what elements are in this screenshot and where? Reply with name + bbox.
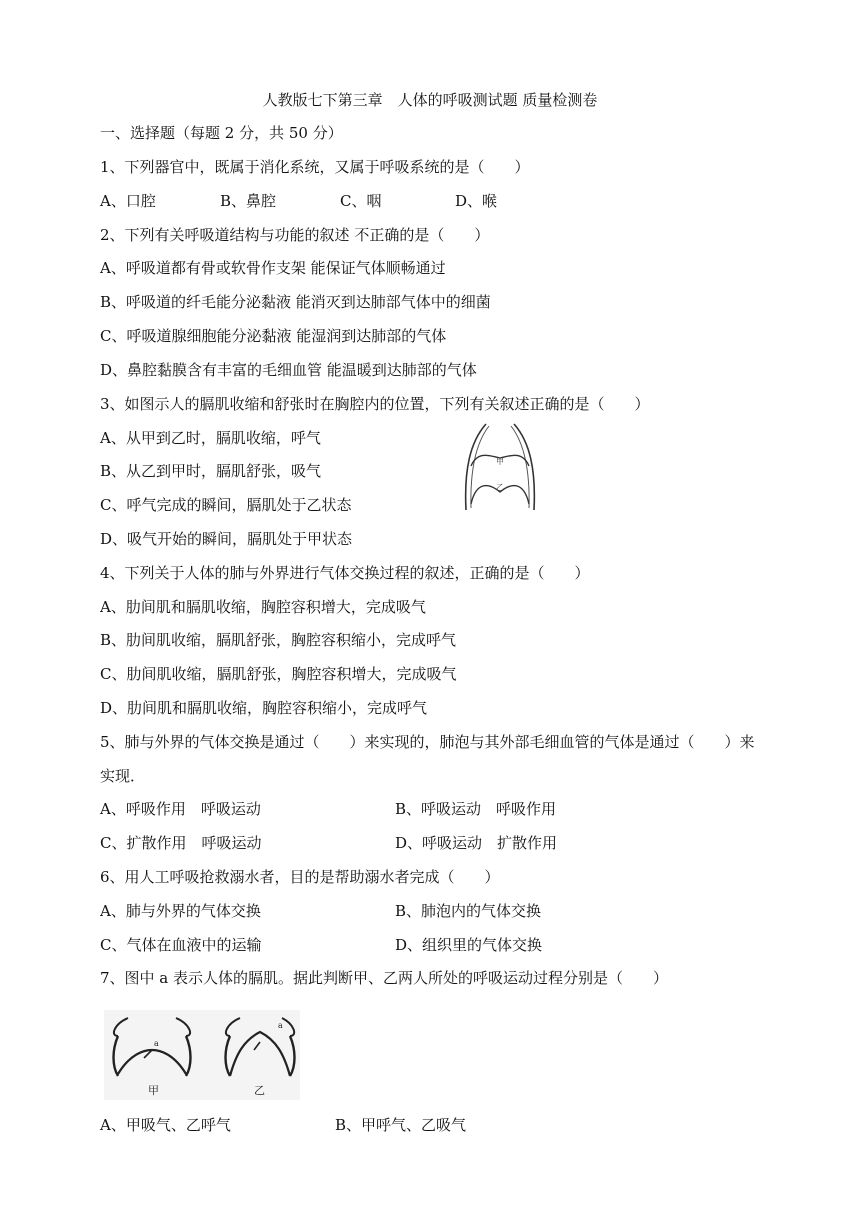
question-2-stem: 2、下列有关呼吸道结构与功能的叙述 不正确的是（ ） <box>100 226 490 244</box>
q3-option-a: A、从甲到乙时，膈肌收缩，呼气 <box>100 429 321 447</box>
q7-option-b: B、甲呼气、乙吸气 <box>335 1116 467 1134</box>
page-title: 人教版七下第三章 人体的呼吸测试题 质量检测卷 <box>262 91 598 109</box>
q5-option-c: C、扩散作用 呼吸运动 <box>100 834 262 852</box>
q7-label-yi: 乙 <box>254 1084 265 1097</box>
q1-option-c: C、咽 <box>340 192 382 210</box>
q2-option-c: C、呼吸道腺细胞能分泌黏液 能湿润到达肺部的气体 <box>100 327 447 345</box>
q4-option-d: D、肋间肌和膈肌收缩，胸腔容积缩小，完成呼气 <box>100 699 428 717</box>
q6-option-b: B、肺泡内的气体交换 <box>395 902 542 920</box>
diaphragm-figure-q3 <box>458 420 542 516</box>
q2-option-a: A、呼吸道都有骨或软骨作支架 能保证气体顺畅通过 <box>100 259 446 277</box>
q6-option-a: A、肺与外界的气体交换 <box>100 902 261 920</box>
question-5-stem-continued: 实现． <box>100 767 146 785</box>
q4-option-b: B、肋间肌收缩，膈肌舒张，胸腔容积缩小，完成呼气 <box>100 631 457 649</box>
q1-option-b: B、鼻腔 <box>220 192 277 210</box>
q4-option-c: C、肋间肌收缩，膈肌舒张，胸腔容积增大，完成吸气 <box>100 665 457 683</box>
q7-label-a-1: a <box>154 1039 159 1048</box>
q2-option-b: B、呼吸道的纤毛能分泌黏液 能消灭到达肺部气体中的细菌 <box>100 293 491 311</box>
q5-option-b: B、呼吸运动 呼吸作用 <box>395 800 557 818</box>
q7-option-a: A、甲吸气、乙呼气 <box>100 1116 231 1134</box>
section-heading: 一、选择题（每题 2 分，共 50 分） <box>100 124 343 142</box>
q3-option-c: C、呼气完成的瞬间，膈肌处于乙状态 <box>100 496 352 514</box>
label-jia: 甲 <box>496 457 504 466</box>
q3-option-b: B、从乙到甲时，膈肌舒张，吸气 <box>100 462 322 480</box>
question-6-stem: 6、用人工呼吸抢救溺水者，目的是帮助溺水者完成（ ） <box>100 868 500 886</box>
q2-option-d: D、鼻腔黏膜含有丰富的毛细血管 能温暖到达肺部的气体 <box>100 361 477 379</box>
q5-option-d: D、呼吸运动 扩散作用 <box>395 834 558 852</box>
diaphragm-figure-q7 <box>104 1010 300 1100</box>
q3-option-d: D、吸气开始的瞬间，膈肌处于甲状态 <box>100 530 353 548</box>
q7-label-jia: 甲 <box>148 1084 159 1097</box>
question-1-stem: 1、下列器官中，既属于消化系统，又属于呼吸系统的是（ ） <box>100 158 530 176</box>
question-7-stem: 7、图中 a 表示人体的膈肌。据此判断甲、乙两人所处的呼吸运动过程分别是（ ） <box>100 969 669 987</box>
question-3-stem: 3、如图示人的膈肌收缩和舒张时在胸腔内的位置，下列有关叙述正确的是（ ） <box>100 395 650 413</box>
q4-option-a: A、肋间肌和膈肌收缩，胸腔容积增大，完成吸气 <box>100 598 426 616</box>
label-yi: 乙 <box>496 483 504 492</box>
q1-option-a: A、口腔 <box>100 192 156 210</box>
question-5-stem: 5、肺与外界的气体交换是通过（ ）来实现的，肺泡与其外部毛细血管的气体是通过（ ）来 <box>100 733 755 751</box>
q6-option-c: C、气体在血液中的运输 <box>100 936 262 954</box>
q5-option-a: A、呼吸作用 呼吸运动 <box>100 800 261 818</box>
q7-label-a-2: a <box>278 1021 283 1030</box>
q1-option-d: D、喉 <box>455 192 498 210</box>
q6-option-d: D、组织里的气体交换 <box>395 936 543 954</box>
question-4-stem: 4、下列关于人体的肺与外界进行气体交换过程的叙述，正确的是（ ） <box>100 564 590 582</box>
